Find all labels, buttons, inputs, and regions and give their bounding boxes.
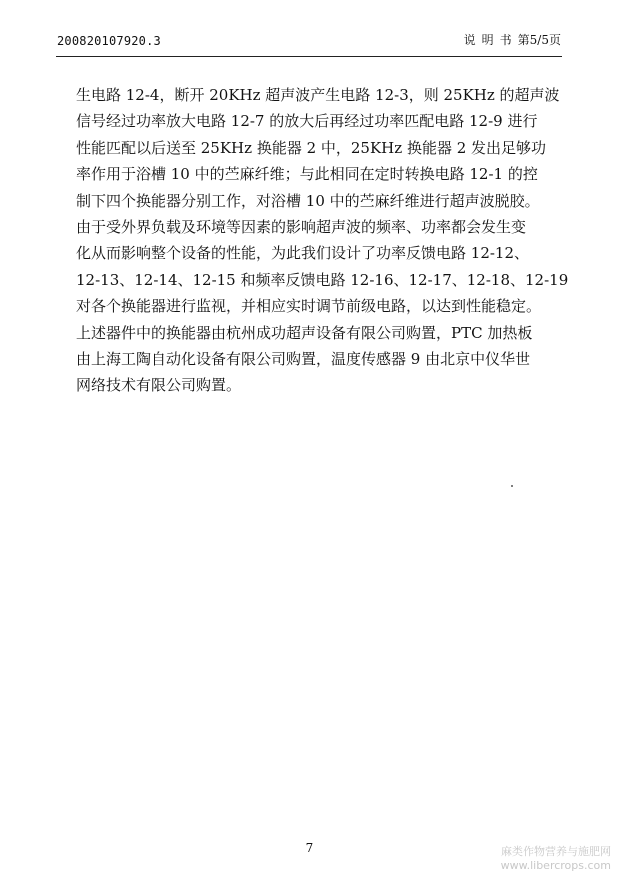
header-label [464,32,561,48]
text-line: 由上海工陶自动化设备有限公司购置，温度传感器 9 由北京中仪华世 [76,349,531,368]
page-indicator: 第5/5页 [517,33,561,47]
text-line: 网络技术有限公司购置。 [76,376,242,395]
text-line: 化从而影响整个设备的性能，为此我们设计了功率反馈电路 12-12、 [76,244,530,263]
text-line: 率作用于浴槽 10 中的苎麻纤维；与此相同在定时转换电路 12-1 的控 [76,165,538,184]
patent-number: 200820107920.3 [57,34,161,48]
page-number: 7 [305,841,314,855]
scan-speck [511,485,513,487]
text-line: 生电路 12-4，断开 20KHz 超声波产生电路 12-3，则 25KHz 的超声波 [76,86,560,104]
header-label-char: 说 [463,33,476,47]
body-paragraph [76,82,569,399]
text-line: 性能匹配以后送至 25KHz 换能器 2 中，25KHz 换能器 2 发出足够功 [76,138,547,157]
text-line: 由于受外界负载及环境等因素的影响超声波的频率、功率都会发生变 [76,217,527,236]
header-divider [56,56,562,57]
text-line: 对各个换能器进行监视，并相应实时调节前级电路，以达到性能稳定。 [76,297,542,316]
text-line: 上述器件中的换能器由杭州成功超声设备有限公司购置，PTC 加热板 [76,323,533,342]
text-line: 制下四个换能器分别工作，对浴槽 10 中的苎麻纤维进行超声波脱胶。 [76,191,540,210]
watermark-title: 麻类作物营养与施肥网 [501,845,611,858]
header-label-char: 明 [481,33,494,47]
watermark-url: www.libercrops.com [500,859,611,872]
text-line: 信号经过功率放大电路 12-7 的放大后再经过功率匹配电路 12-9 进行 [76,112,538,131]
site-watermark [501,845,611,873]
header-label-char: 书 [499,33,512,47]
text-line: 12-13、12-14、12-15 和频率反馈电路 12-16、12-17、12-18、12-19 [76,270,569,289]
